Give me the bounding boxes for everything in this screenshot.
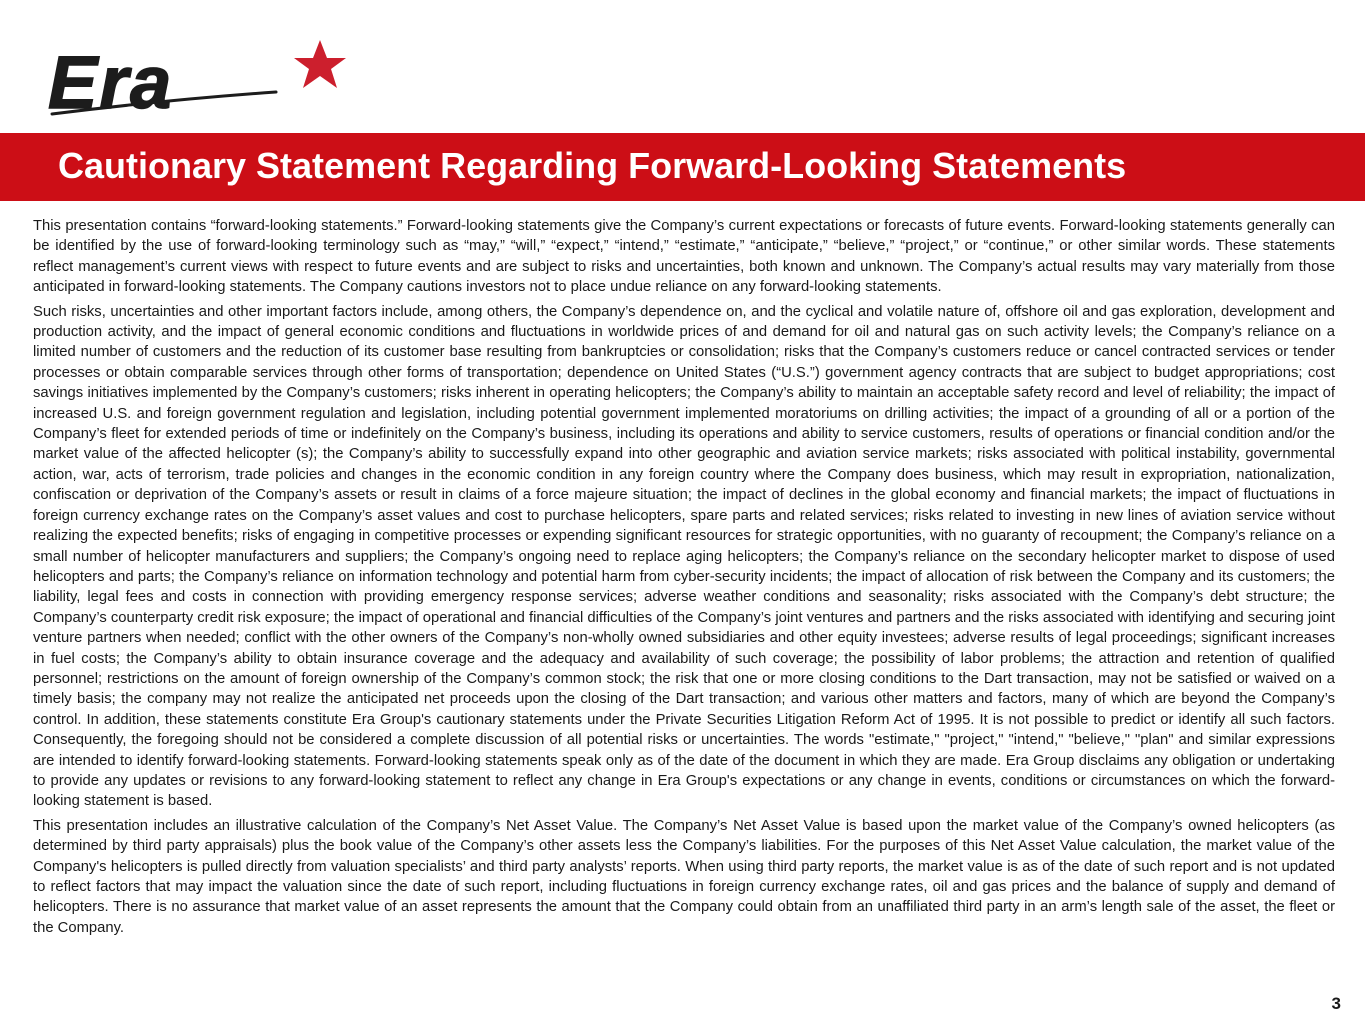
era-logo <box>44 34 354 120</box>
paragraph-forward-looking: This presentation contains “forward-looking statements.” Forward-looking statements give the Company’s current expectations or forecasts of future events. Forward-looking statements generally can be identified by the use of forward-looking terminology such as “may,” “will,” “expect,” “intend,” “estimate,” “anticipate,” “believe,” “project,” or “continue,” or other similar words. These statements reflect management’s current views with respect to future events and are subject to risks and uncertainties, both known and unknown. The Company’s actual results may vary materially from those anticipated in forward-looking statements. The Company cautions investors not to place undue reliance on any forward-looking statements. <box>33 218 1335 296</box>
page-number: 3 <box>1331 994 1341 1013</box>
disclaimer-body <box>33 216 1335 942</box>
star-icon <box>294 40 346 88</box>
era-logo-graphic <box>44 34 354 120</box>
paragraph-net-asset-value: This presentation includes an illustrative calculation of the Company’s Net Asset Value. The Company’s Net Asset Value is based upon the market value of the Company’s owned helicopters (as determined by third party appraisals) plus the book value of the Company’s other assets less the Company’s liabilities. For the purposes of this Net Asset Value calculation, the market value of the Company's helicopters is pulled directly from valuation specialists’ and third party analysts’ reports. When using third party reports, the market value is as of the date of such report and is not updated to reflect factors that may impact the valuation since the date of such report, including fluctuations in foreign currency exchange rates, oil and gas prices and the balance of supply and demand of helicopters. There is no assurance that market value of an asset represents the amount that the Company could obtain from an unaffiliated third party in an arm’s length sale of the asset, the fleet or the Company. <box>33 817 1335 936</box>
page-title: Cautionary Statement Regarding Forward-Looking Statements <box>58 145 1127 186</box>
paragraph-risk-factors: Such risks, uncertainties and other important factors include, among others, the Company’s dependence on, and the cyclical and volatile nature of, offshore oil and gas exploration, development and production activity, and the impact of general economic conditions and fluctuations in worldwide prices of and demand for oil and natural gas on such activity levels; the Company’s reliance on a limited number of customers and the reduction of its customer base resulting from bankruptcies or consolidation; risks that the Company’s customers reduce or cancel contracted services or tender processes or obtain comparable services through other forms of transportation; dependence on United States (“U.S.”) government agency contracts that are subject to budget appropriations; cost savings initiatives implemented by the Company’s customers; risks inherent in operating helicopters; the Company’s ability to maintain an acceptable safety record and level of reliability; the impact of increased U.S. and foreign government regulation and legislation, including potential government implemented moratoriums on drilling activities; the impact of a grounding of all or a portion of the Company’s fleet for extended periods of time or indefinitely on the Company’s business, including its operations and ability to service customers, results of operations or financial condition and/or the market value of the affected helicopter (s); the Company’s ability to successfully expand into other geographic and aviation service markets; risks associated with political instability, governmental action, war, acts of terrorism, trade policies and changes in the economic condition in any foreign country where the Company does business, which may result in expropriation, nationalization, confiscation or deprivation of the Company’s assets or result in claims of a force majeure situation; the impact of declines in the global economy and financial markets; the impact of fluctuations in foreign currency exchange rates on the Company’s asset values and cost to purchase helicopters, spare parts and related services; risks related to investing in new lines of aviation service without realizing the expected benefits; risks of engaging in competitive processes or expending significant resources for strategic opportunities, with no guaranty of recoupment; the Company’s reliance on a small number of helicopter manufacturers and suppliers; the Company’s ongoing need to replace aging helicopters; the Company’s reliance on the secondary helicopter market to dispose of used helicopters and parts; the Company’s reliance on information technology and potential harm from cyber-security incidents; the impact of allocation of risk between the Company and its customers; the liability, legal fees and costs in connection with providing emergency response services; adverse weather conditions and seasonality; risks associated with the Company’s debt structure; the Company’s counterparty credit risk exposure; the impact of operational and financial difficulties of the Company’s joint ventures and partners and the risks associated with identifying and securing joint venture partners when needed; conflict with the other owners of the Company’s non-wholly owned subsidiaries and other equity investees; adverse results of legal proceedings; significant increases in fuel costs; the Company’s ability to obtain insurance coverage and the adequacy and availability of such coverage; the possibility of labor problems; the attraction and retention of qualified personnel; restrictions on the amount of foreign ownership of the Company’s common stock; the risk that one or more closing conditions to the Dart transaction, may not be satisfied or waived on a timely basis; the company may not realize the anticipated net proceeds upon the closing of the Dart transaction; and various other matters and factors, many of which are beyond the Company’s control. In addition, these statements constitute Era Group's cautionary statements under the Private Securities Litigation Reform Act of 1995. It is not possible to predict or identify all such factors. Consequently, the foregoing should not be considered a complete discussion of all potential risks or uncertainties. The words "estimate," "project," "intend," "believe," "plan" and similar expressions are intended to identify forward-looking statements. Forward-looking statements speak only as of the date of the document in which they are made. Era Group disclaims any obligation or undertaking to provide any updates or revisions to any forward-looking statement to reflect any change in Era Group's expectations or any change in events, conditions or circumstances on which the forward-looking statement is based. <box>33 303 1335 810</box>
svg-text:Era: Era <box>48 41 174 120</box>
